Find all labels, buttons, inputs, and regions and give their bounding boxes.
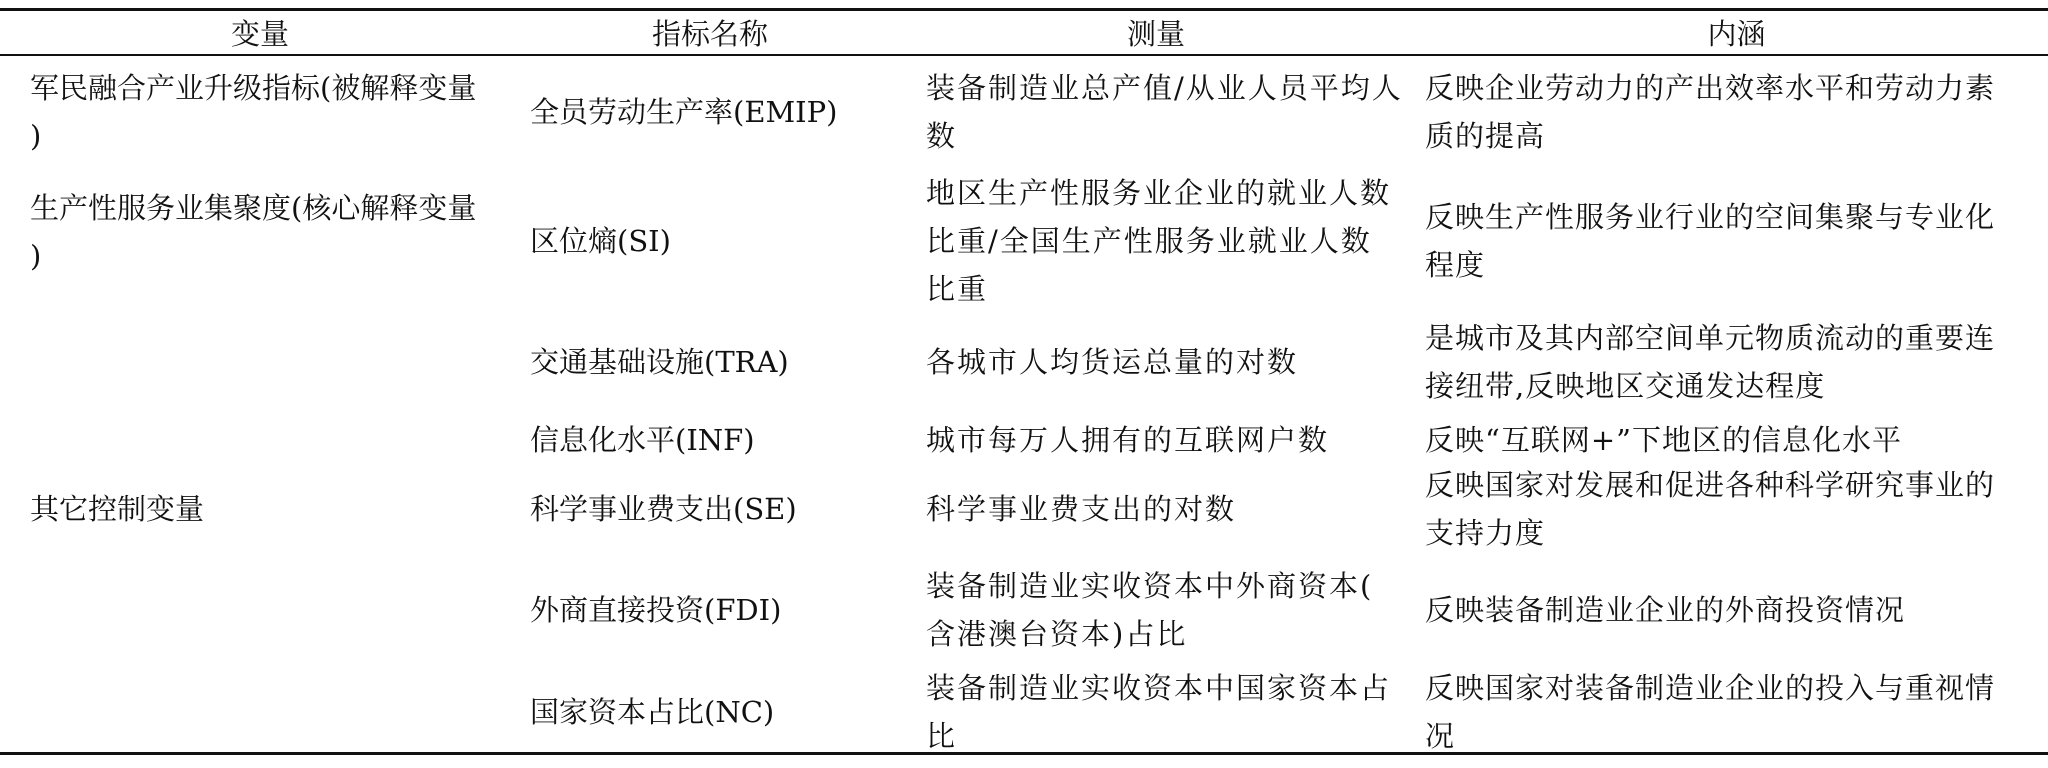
measurement <box>926 64 1403 160</box>
cell-line: 其它控制变量 <box>30 492 205 526</box>
indicator-name: 全员劳动生产率(EMIP) <box>530 95 838 129</box>
indicator-name: 国家资本占比(NC) <box>530 695 775 729</box>
cell-line: 含港澳台资本)占比 <box>926 617 1188 651</box>
meaning <box>1425 314 1995 410</box>
cell-line: 生产性服务业集聚度(核心解释变量 <box>30 191 477 225</box>
cell-line: ) <box>30 119 42 153</box>
cell-line: 比 <box>926 719 958 753</box>
cell-line: 装备制造业实收资本中外商资本( <box>926 569 1374 603</box>
cell-line: 装备制造业实收资本中国家资本占 <box>926 671 1392 705</box>
cell-line: 况 <box>1425 719 1456 753</box>
cell-line: 数 <box>926 119 958 153</box>
indicator-name: 信息化水平(INF) <box>530 423 755 457</box>
cell-line: 比重/全国生产性服务业就业人数 <box>926 224 1372 258</box>
measurement <box>926 562 1373 658</box>
variable-cell <box>30 184 476 280</box>
cell-line: ) <box>30 239 42 273</box>
cell-line: 反映国家对装备制造业企业的投入与重视情 <box>1425 671 1996 705</box>
cell-line: 反映企业劳动力的产出效率水平和劳动力素 <box>1425 71 1996 105</box>
measurement: 科学事业费支出的对数 <box>926 492 1237 526</box>
indicator-name: 交通基础设施(TRA) <box>530 345 789 379</box>
cell-line: 装备制造业总产值/从业人员平均人 <box>926 71 1403 105</box>
variable-definition-table <box>0 8 2048 756</box>
variable-cell <box>30 64 476 160</box>
cell-line: 比重 <box>926 272 989 306</box>
cell-line: 反映生产性服务业行业的空间集聚与专业化 <box>1425 200 1996 234</box>
meaning <box>1425 461 1995 557</box>
variable-cell <box>30 485 204 533</box>
meaning: 反映“互联网+”下地区的信息化水平 <box>1425 423 1902 457</box>
cell-line: 是城市及其内部空间单元物质流动的重要连 <box>1425 321 1996 355</box>
header-variable: 变量 <box>230 17 289 51</box>
header-measurement: 测量 <box>1126 17 1185 51</box>
measurement: 各城市人均货运总量的对数 <box>926 345 1299 379</box>
meaning <box>1425 193 1995 289</box>
cell-line: 质的提高 <box>1425 119 1546 153</box>
table-header-rule <box>0 54 2048 56</box>
meaning <box>1425 664 1995 760</box>
meaning <box>1425 64 1995 160</box>
measurement <box>926 664 1391 760</box>
header-meaning: 内涵 <box>1707 17 1766 51</box>
cell-line: 程度 <box>1425 248 1486 282</box>
measurement <box>926 169 1391 313</box>
cell-line: 地区生产性服务业企业的就业人数 <box>926 176 1392 210</box>
measurement: 城市每万人拥有的互联网户数 <box>926 423 1330 457</box>
cell-line: 接纽带,反映地区交通发达程度 <box>1425 369 1826 403</box>
cell-line: 反映国家对发展和促进各种科学研究事业的 <box>1425 468 1996 502</box>
cell-line: 支持力度 <box>1425 516 1546 550</box>
header-indicator-name: 指标名称 <box>651 17 768 51</box>
indicator-name: 区位熵(SI) <box>530 224 671 258</box>
meaning: 反映装备制造业企业的外商投资情况 <box>1425 593 1906 627</box>
indicator-name: 科学事业费支出(SE) <box>530 492 797 526</box>
cell-line: 军民融合产业升级指标(被解释变量 <box>30 71 477 105</box>
indicator-name: 外商直接投资(FDI) <box>530 593 782 627</box>
